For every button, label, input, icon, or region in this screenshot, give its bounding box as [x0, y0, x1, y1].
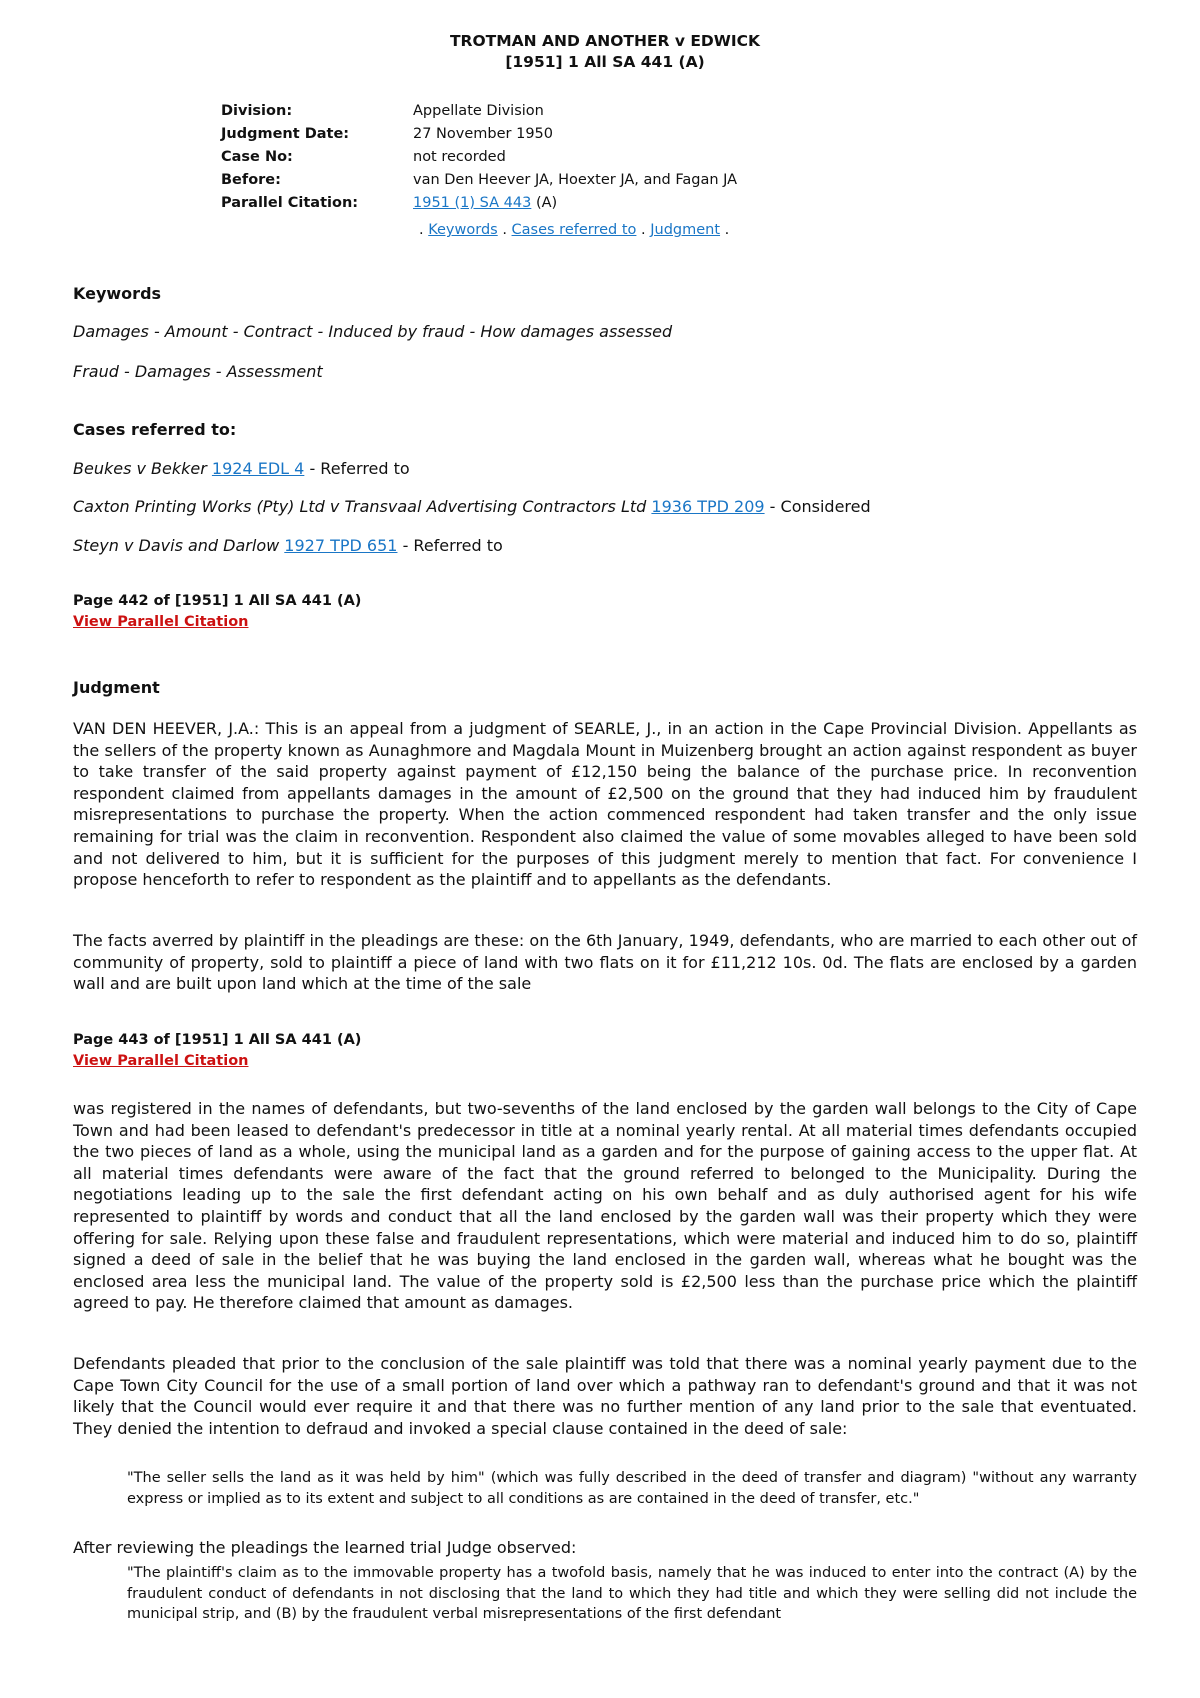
- case-title: TROTMAN AND ANOTHER v EDWICK: [449, 32, 761, 50]
- nav-separator: .: [724, 222, 730, 238]
- nav-separator: .: [502, 222, 507, 238]
- nav-separator: .: [419, 222, 424, 238]
- case-name: Caxton Printing Works (Pty) Ltd v Transvaal Advertising Contractors Ltd: [73, 497, 647, 516]
- section-nav: [419, 222, 729, 238]
- case-treatment: - Referred to: [309, 459, 410, 478]
- page-marker-443: [73, 1030, 361, 1072]
- meta-parallel: [221, 192, 737, 215]
- case-treatment: - Referred to: [402, 536, 503, 555]
- case-citation-link[interactable]: 1924 EDL 4: [211, 459, 305, 478]
- judgment-paragraph: was registered in the names of defendants, but two-sevenths of the land enclosed by the garden wall belongs to the City of Cape Town and had been leased to defendant's predecessor in title at a nominal yearly rental. At all material times defendants occupied the two pieces of land as a whole, using the municipal land as a garden and for the purpose of gaining access to the upper flat. At all material times defendants were aware of the fact that the ground referred to belonged to the Municipality. During the negotiations leading up to the sale the first defendant acting on his own behalf and as duly authorised agent for his wife represented to plaintiff by words and conduct that all the land enclosed by the garden wall was their property which they were offering for sale. Relying upon these false and fraudulent representations, which were material and induced him to do so, plaintiff signed a deed of sale in the belief that he was buying the land enclosed in the garden wall, whereas what he bought was the enclosed area less the municipal land. The value of the property sold is £2,500 less than the purchase price which the plaintiff agreed to pay. He therefore claimed that amount as damages.: [73, 1099, 1137, 1313]
- cases-heading: Cases referred to:: [73, 420, 237, 439]
- case-citation-link[interactable]: 1936 TPD 209: [651, 497, 765, 516]
- parallel-label: Parallel Citation:: [221, 195, 359, 211]
- case-item: [73, 459, 410, 478]
- view-parallel-citation-link[interactable]: View Parallel Citation: [73, 1053, 249, 1069]
- parallel-suffix: (A): [535, 195, 558, 211]
- division-label: Division:: [221, 103, 293, 119]
- parallel-citation-link[interactable]: 1951 (1) SA 443: [413, 195, 532, 211]
- date-value: 27 November 1950: [413, 126, 554, 142]
- case-name: Beukes v Bekker: [73, 459, 207, 478]
- judgment-paragraph: The facts averred by plaintiff in the pleadings are these: on the 6th January, 1949, defendants, who are married to each other out of community of property, sold to plaintiff a piece of land with two flats on it for £11,212 10s. 0d. The flats are enclosed by a garden wall and are built upon land which at the time of the sale: [73, 931, 1137, 994]
- document-page: [73, 0, 1137, 1622]
- block-quote: "The plaintiff's claim as to the immovable property has a twofold basis, namely that he was induced to enter into the contract (A) by the fraudulent conduct of defendants in not disclosing that the land to which they had title and which they were selling did not include the municipal strip, and (B) by the fraudulent verbal misrepresentations of the first defendant: [127, 1565, 1137, 1622]
- case-citation: [1951] 1 All SA 441 (A): [505, 53, 705, 71]
- page-marker-442: [73, 591, 361, 633]
- case-item: [73, 497, 871, 516]
- case-name: Steyn v Davis and Darlow: [73, 536, 280, 555]
- judgment-paragraph: VAN DEN HEEVER, J.A.: This is an appeal from a judgment of SEARLE, J., in an action in the Cape Provincial Division. Appellants as the sellers of the property known as Aunaghmore and Magdala Mount in Muizenberg brought an action against respondent as buyer to take transfer of the said property against payment of £12,150 being the balance of the purchase price. In reconvention respondent claimed from appellants damages in the amount of £2,500 on the ground that they had induced him by fraudulent misrepresentations to purchase the property. When the action commenced respondent had taken transfer and the only issue remaining for trial was the claim in reconvention. Respondent also claimed the value of some movables alleged to have been sold and not delivered to him, but it is sufficient for the purposes of this judgment merely to mention that fact. For convenience I propose henceforth to refer to respondent as the plaintiff and to appellants as the defendants.: [73, 719, 1137, 890]
- nav-judgment-link[interactable]: Judgment: [650, 222, 721, 238]
- keywords-heading: Keywords: [73, 284, 162, 303]
- division-value: Appellate Division: [413, 103, 544, 119]
- judgment-paragraph: Defendants pleaded that prior to the conclusion of the sale plaintiff was told that there was a nominal yearly payment due to the Cape Town City Council for the use of a small portion of land over which a pathway ran to defendant's ground and that it was not likely that the Council would ever require it and that there was no further mention of any land prior to the sale that eventuated. They denied the intention to defraud and invoked a special clause contained in the deed of sale:: [73, 1354, 1137, 1438]
- caseno-value: not recorded: [413, 149, 506, 165]
- caseno-label: Case No:: [221, 149, 293, 165]
- nav-keywords-link[interactable]: Keywords: [428, 222, 498, 238]
- nav-cases-link[interactable]: Cases referred to: [511, 222, 637, 238]
- judgment-paragraph: After reviewing the pleadings the learned trial Judge observed:: [73, 1538, 577, 1557]
- nav-separator: .: [641, 222, 646, 238]
- before-value: van Den Heever JA, Hoexter JA, and Fagan JA: [413, 172, 738, 188]
- before-label: Before:: [221, 172, 281, 188]
- meta-before: [221, 169, 737, 192]
- page-number-label: Page 442 of [1951] 1 All SA 441 (A): [73, 593, 362, 609]
- case-treatment: - Considered: [769, 497, 871, 516]
- page-number-label: Page 443 of [1951] 1 All SA 441 (A): [73, 1032, 362, 1048]
- keyword-line: Fraud - Damages - Assessment: [73, 362, 323, 381]
- judgment-heading: Judgment: [73, 678, 160, 697]
- meta-date: [221, 123, 737, 146]
- view-parallel-citation-link[interactable]: View Parallel Citation: [73, 614, 249, 630]
- date-label: Judgment Date:: [221, 126, 350, 142]
- meta-caseno: [221, 146, 737, 169]
- case-metadata: [221, 100, 737, 215]
- case-citation-link[interactable]: 1927 TPD 651: [284, 536, 398, 555]
- meta-division: [221, 100, 737, 123]
- keyword-line: Damages - Amount - Contract - Induced by fraud - How damages assessed: [73, 322, 673, 341]
- case-item: [73, 536, 503, 555]
- block-quote: "The seller sells the land as it was held by him" (which was fully described in the deed of transfer and diagram) "without any warranty express or implied as to its extent and subject to all conditions as are contained in the deed of transfer, etc.": [127, 1470, 1137, 1507]
